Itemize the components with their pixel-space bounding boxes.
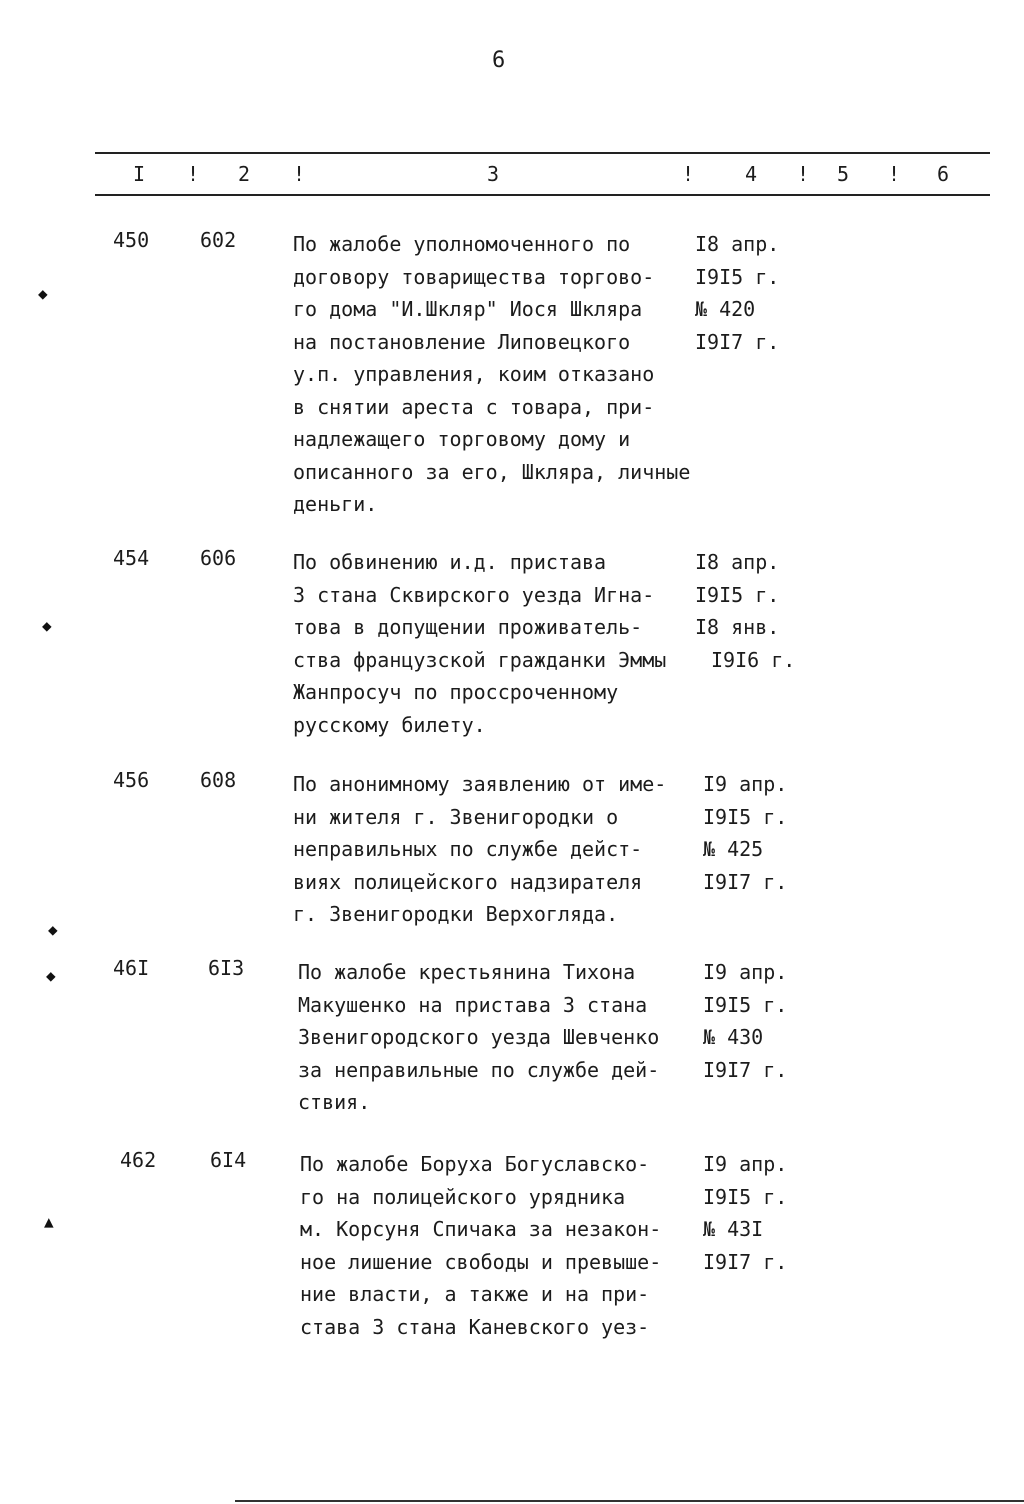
header-col-1: I bbox=[133, 162, 146, 186]
date-line: I8 апр. bbox=[695, 232, 780, 256]
description-line: По жалобе уполномоченного по bbox=[293, 232, 631, 256]
description-line: Макушенко на пристава 3 стана bbox=[298, 992, 648, 1017]
date-line: I9I7 г. bbox=[703, 1249, 788, 1274]
description-line: това в допущении проживатель- bbox=[293, 615, 643, 639]
description-line: надлежащего торговому дому и bbox=[293, 427, 631, 451]
description-line: По анонимному заявлению от име- bbox=[293, 772, 667, 796]
case-number: 6I4 bbox=[210, 1148, 247, 1172]
date-line: № 425 bbox=[703, 837, 764, 861]
description-line: ствия. bbox=[298, 1090, 371, 1114]
date-line: № 430 bbox=[703, 1025, 764, 1049]
date-line: I9I7 г. bbox=[695, 329, 780, 354]
margin-punch-mark: ◆ bbox=[48, 920, 58, 939]
description-line: го на полицейского урядника bbox=[300, 1184, 626, 1209]
description-line: го дома "И.Шкляр" Иося Шкляра bbox=[293, 297, 643, 321]
description-line: за неправильные по службе дей- bbox=[298, 1057, 660, 1082]
description-line: договору товарищества торгово- bbox=[293, 264, 655, 289]
header-separator: ! bbox=[293, 162, 306, 186]
record-number: 46I bbox=[113, 956, 150, 980]
header-separator: ! bbox=[888, 162, 901, 186]
description-line: г. Звенигородки Верхогляда. bbox=[293, 902, 619, 926]
description-line: ства французской гражданки Эммы bbox=[293, 647, 667, 672]
description-line: виях полицейского надзирателя bbox=[293, 869, 643, 894]
date-line: I9I5 г. bbox=[695, 264, 780, 289]
description-line: По жалобе крестьянина Тихона bbox=[298, 960, 636, 984]
margin-punch-mark: ▲ bbox=[44, 1212, 54, 1231]
page-number: 6 bbox=[492, 48, 506, 73]
margin-punch-mark: ◆ bbox=[42, 616, 52, 635]
case-number: 606 bbox=[200, 546, 237, 570]
date-line: I9I5 г. bbox=[695, 582, 780, 607]
record-number: 456 bbox=[113, 768, 150, 792]
margin-punch-mark: ◆ bbox=[38, 284, 48, 303]
record-dates bbox=[695, 228, 779, 358]
date-line: I8 янв. bbox=[695, 615, 780, 639]
description-line: По жалобе Боруха Богуславско- bbox=[300, 1152, 650, 1176]
record-dates bbox=[695, 546, 795, 676]
description-line: русскому билету. bbox=[293, 712, 486, 737]
date-line: I9I6 г. bbox=[711, 647, 796, 672]
description-line: Звенигородского уезда Шевченко bbox=[298, 1025, 660, 1049]
date-line: № 43I bbox=[703, 1217, 764, 1241]
record-description bbox=[298, 956, 659, 1119]
date-line: I9 апр. bbox=[703, 960, 788, 984]
description-line: По обвинению и.д. пристава bbox=[293, 550, 607, 574]
header-col-5: 5 bbox=[837, 162, 850, 186]
date-line: I9I5 г. bbox=[703, 992, 788, 1017]
record-dates bbox=[703, 1148, 787, 1278]
header-separator: ! bbox=[187, 162, 200, 186]
description-line: деньги. bbox=[293, 492, 378, 516]
description-line: неправильных по службе дейст- bbox=[293, 837, 643, 861]
record-dates bbox=[703, 768, 787, 898]
table-top-rule bbox=[95, 152, 990, 154]
description-line: у.п. управления, коим отказано bbox=[293, 362, 655, 386]
header-col-6: 6 bbox=[937, 162, 950, 186]
record-number: 450 bbox=[113, 228, 150, 252]
record-number: 454 bbox=[113, 546, 150, 570]
case-number: 608 bbox=[200, 768, 237, 792]
description-line: м. Корсуня Спичака за незакон- bbox=[300, 1217, 662, 1241]
date-line: I8 апр. bbox=[695, 550, 780, 574]
date-line: I9I7 г. bbox=[703, 1057, 788, 1082]
description-line: ное лишение свободы и превыше- bbox=[300, 1249, 662, 1274]
date-line: № 420 bbox=[695, 297, 756, 321]
description-line: става 3 стана Каневского уез- bbox=[300, 1314, 650, 1339]
bottom-rule bbox=[235, 1500, 1024, 1502]
case-number: 602 bbox=[200, 228, 237, 252]
date-line: I9I5 г. bbox=[703, 804, 788, 829]
date-line: I9 апр. bbox=[703, 772, 788, 796]
date-line: I9I7 г. bbox=[703, 869, 788, 894]
header-separator: ! bbox=[797, 162, 810, 186]
description-line: Жанпросуч по проссроченному bbox=[293, 680, 619, 704]
header-col-3: 3 bbox=[487, 162, 500, 186]
description-line: на постановление Липовецкого bbox=[293, 329, 631, 354]
description-line: в снятии ареста с товара, при- bbox=[293, 394, 655, 419]
table-header-rule bbox=[95, 194, 990, 196]
record-description bbox=[293, 768, 666, 931]
record-description bbox=[293, 546, 666, 741]
record-description bbox=[300, 1148, 661, 1343]
record-description bbox=[293, 228, 690, 521]
header-col-4: 4 bbox=[745, 162, 758, 186]
table-header bbox=[0, 162, 1024, 190]
description-line: ни жителя г. Звенигородки о bbox=[293, 804, 619, 829]
header-col-2: 2 bbox=[238, 162, 251, 186]
date-line: I9I5 г. bbox=[703, 1184, 788, 1209]
record-dates bbox=[703, 956, 787, 1086]
description-line: 3 стана Сквирского уезда Игна- bbox=[293, 582, 655, 607]
header-separator: ! bbox=[682, 162, 695, 186]
margin-punch-mark: ◆ bbox=[46, 966, 56, 985]
case-number: 6I3 bbox=[208, 956, 245, 980]
record-number: 462 bbox=[120, 1148, 157, 1172]
date-line: I9 апр. bbox=[703, 1152, 788, 1176]
description-line: описанного за его, Шкляра, личные bbox=[293, 459, 691, 484]
description-line: ние власти, а также и на при- bbox=[300, 1282, 650, 1306]
